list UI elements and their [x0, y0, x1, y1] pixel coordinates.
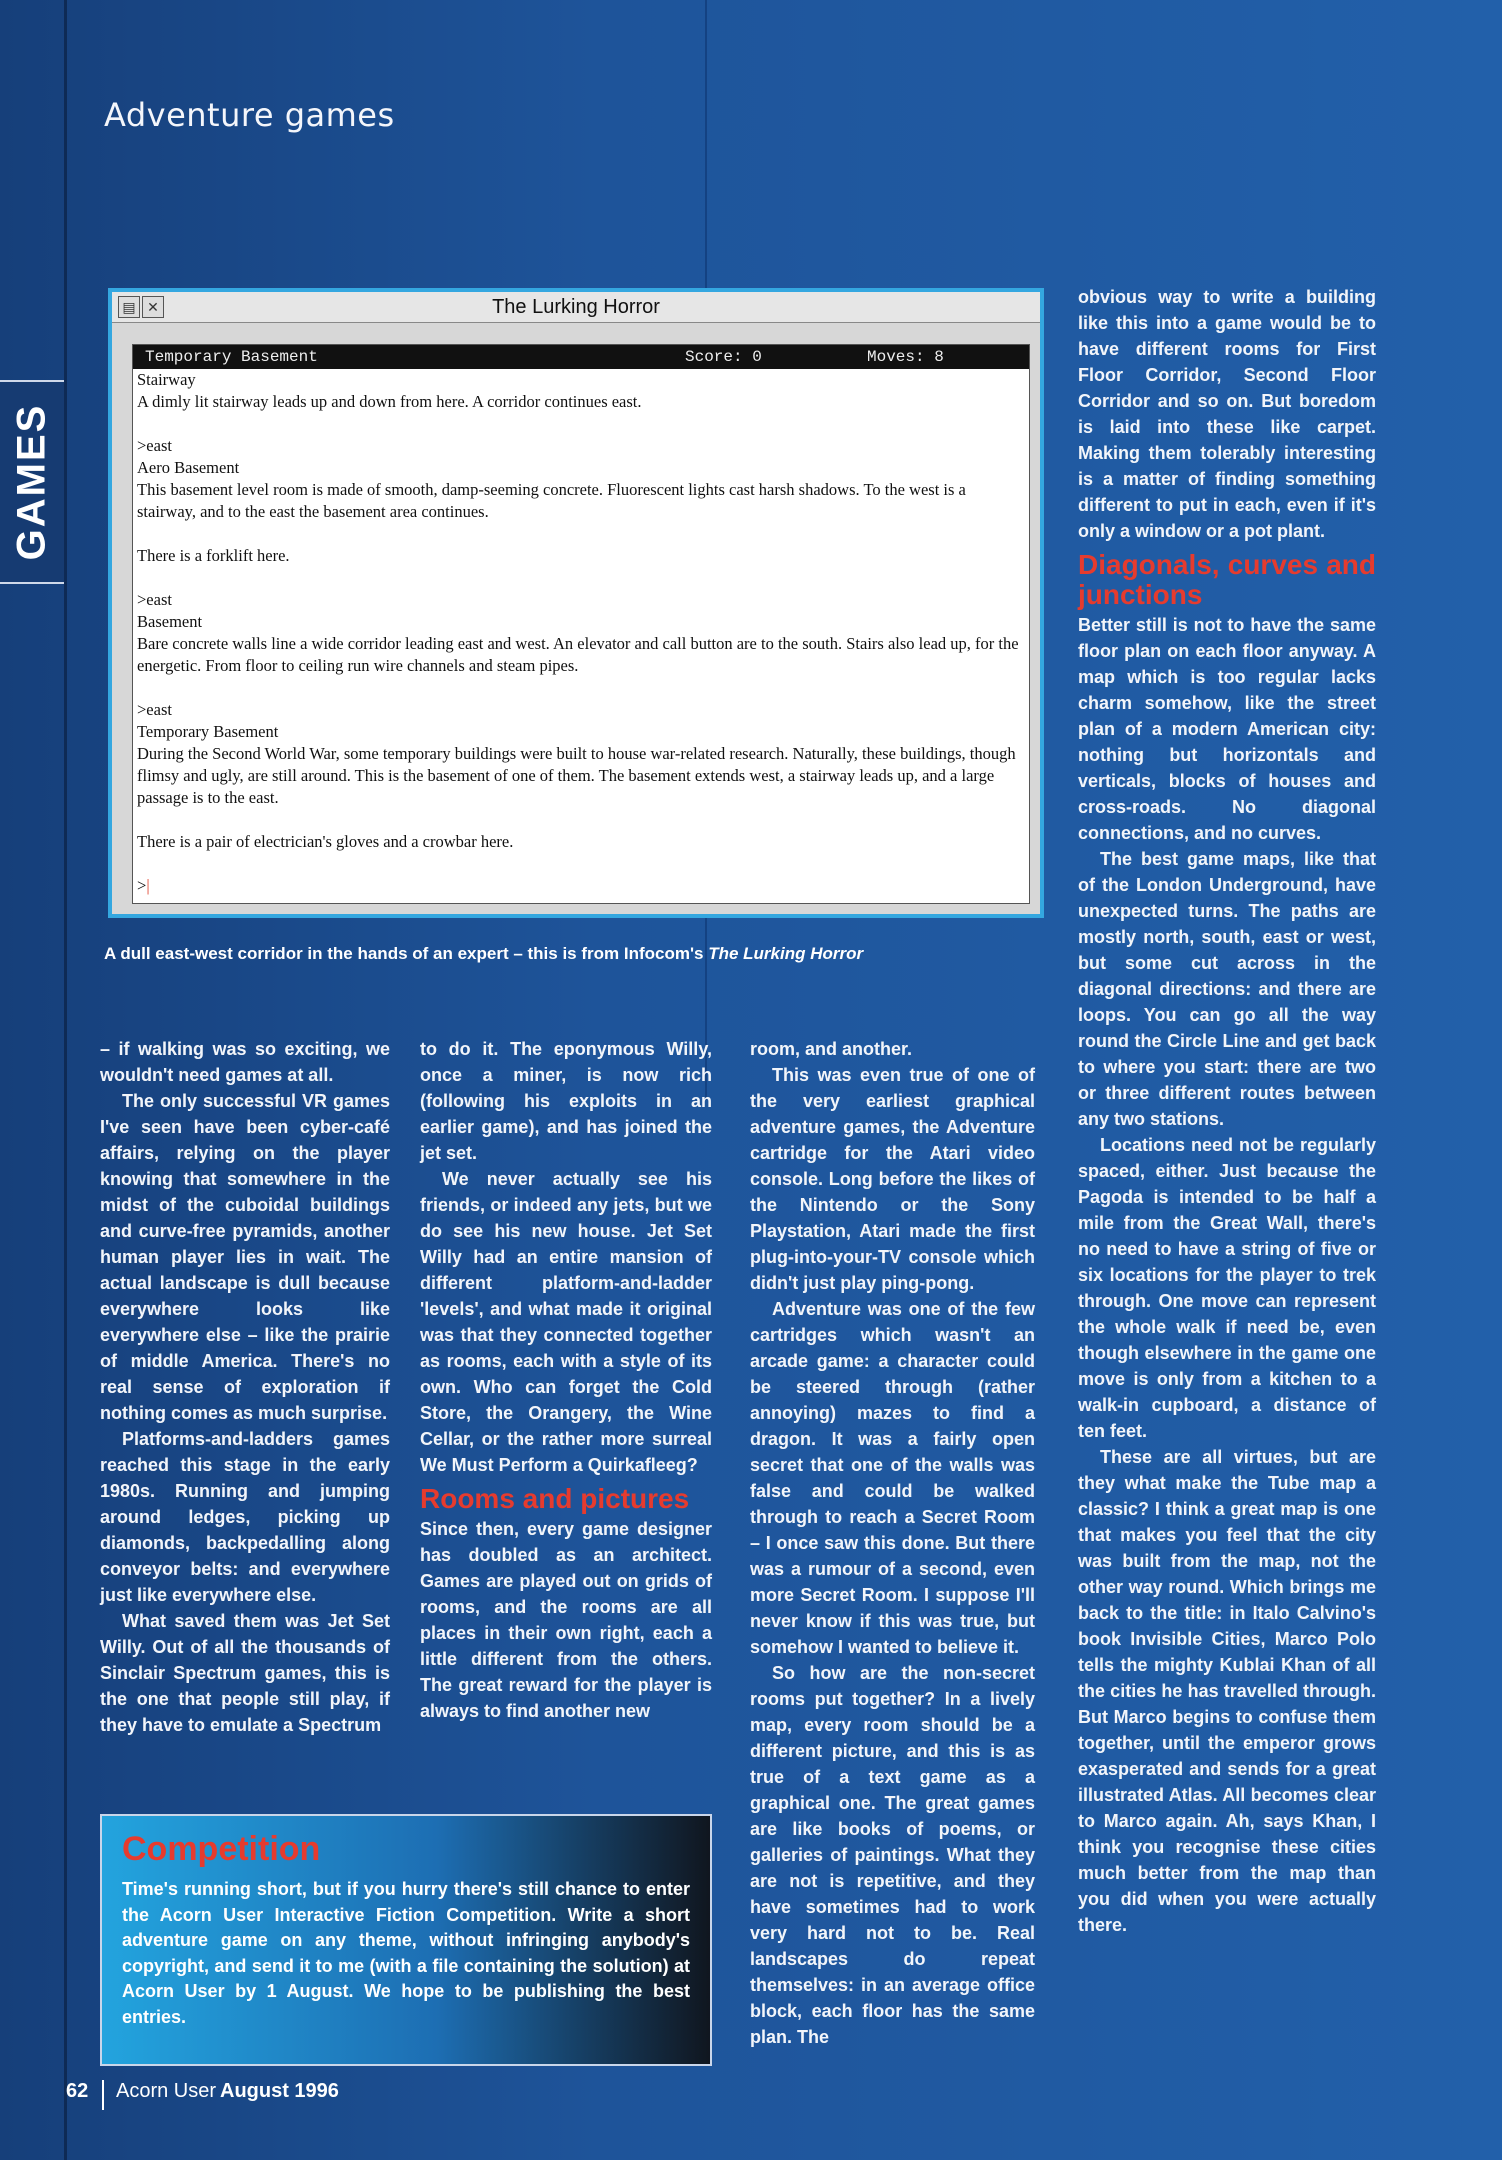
terminal-line: >east: [137, 700, 172, 719]
terminal-prompt[interactable]: [137, 875, 1025, 897]
window-title: The Lurking Horror: [492, 296, 660, 318]
paragraph: obvious way to write a building like this into a game would be to have different rooms for First Floor Corridor, Second Floor Corridor and so on. But boredom is laid into these like carpet. Making them tolerably interesting is a matter of finding something different to put in each, even if it's only a window or a pot plant.: [1078, 287, 1376, 541]
paragraph: – if walking was so exciting, we wouldn't need games at all.: [100, 1039, 390, 1085]
paragraph: Platforms-and-ladders games reached this stage in the early 1980s. Running and jumping around ledges, picking up diamonds, backpedalling along conveyor belts: and everywhere just like everywhere else.: [100, 1429, 390, 1605]
game-window-screenshot: [108, 288, 1044, 918]
paragraph: The only successful VR games I've seen have been cyber-café affairs, relying on the player knowing that somewhere in the midst of the cuboidal buildings and curve-free pyramids, another human player lies in wait. The actual landscape is dull because everywhere looks like everywhere else – like the prairie of middle America. There's no real sense of exploration if nothing comes as much surprise.: [100, 1091, 390, 1423]
subheading-diagonals: Diagonals, curves and junctions: [1078, 549, 1376, 610]
paragraph: Locations need not be regularly spaced, either. Just because the Pagoda is intended to be half a mile from the Great Wall, there's no need to have a string of five or six locations for the player to trek through. One move can represent the whole walk if need be, even though elsewhere in the game one move is only from a kitchen to a walk-in cupboard, a distance of ten feet.: [1078, 1135, 1376, 1441]
terminal-line: Stairway: [137, 370, 196, 389]
paragraph: Adventure was one of the few cartridges which wasn't an arcade game: a character could be steered through (rather annoying) mazes to find a dragon. It was a fairly open secret that one of the walls was false and could be walked through to reach a Secret Room – I once saw this done. But there was a rumour of a second, even more Secret Room. I suppose I'll never know if this was true, but somehow I wanted to believe it.: [750, 1299, 1035, 1657]
terminal-gap: [137, 523, 1025, 545]
competition-box: [100, 1814, 712, 2066]
caption-title: The Lurking Horror: [708, 944, 864, 963]
side-tab-label: GAMES: [9, 403, 54, 561]
subheading-rooms: Rooms and pictures: [420, 1483, 690, 1514]
close-icon: ✕: [142, 296, 164, 318]
publication-name: Acorn User: [116, 2080, 217, 2102]
article-column-4: [1078, 284, 1376, 1938]
terminal-line: >east: [137, 590, 172, 609]
terminal-gap: [137, 567, 1025, 589]
paragraph: So how are the non-secret rooms put together? In a lively map, every room should be a different picture, and this is as true of a text game as a graphical one. The great games are like books of poems, or galleries of paintings. What they are not is repetitive, and they have sometimes had to work very hard not to be. Real landscapes do repeat themselves: in an average office block, each floor has the same plan. The: [750, 1663, 1035, 2047]
paragraph: We never actually see his friends, or indeed any jets, but we do see his new house. Jet Set Willy had an entire mansion of different platform-and-ladder 'levels', and what made it original was that they connected together as rooms, each with a style of its own. Who can forget the Cold Store, the Orangery, the Wine Cellar, or the rather more surreal We Must Perform a Quirkafleeg?: [420, 1169, 712, 1475]
article-column-1: [100, 1036, 390, 1738]
paragraph: The best game maps, like that of the London Underground, have unexpected turns. The paths are mostly north, south, east or west, but some cut across in the diagonal directions: and there are loops. You can go all the way round the Circle Line and get back to where you start: there are two or three different routes between any two stations.: [1078, 849, 1376, 1129]
terminal-line: Bare concrete walls line a wide corridor leading east and west. An elevator and call button are to the south. Stairs also lead up, for the energetic. From floor to ceiling run wire channels and steam pipes.: [137, 634, 1019, 675]
caption-text: A dull east-west corridor in the hands of an expert – this is from Infocom's: [104, 944, 709, 963]
terminal-line: During the Second World War, some temporary buildings were built to house war-related research. Naturally, these buildings, though flimsy and ugly, are still around. This is the basement of one of them. The basement extends west, a stairway leads up, and a large passage is to the east.: [137, 744, 1016, 807]
footer-divider: [102, 2080, 104, 2110]
paragraph: to do it. The eponymous Willy, once a miner, is now rich (following his exploits in an earlier game), and has joined the jet set.: [420, 1039, 712, 1163]
article-column-2: [420, 1036, 712, 1724]
side-tab: [0, 380, 64, 584]
terminal-gap: [137, 413, 1025, 435]
terminal-gap: [137, 809, 1025, 831]
status-line: [133, 345, 1029, 369]
paragraph: This was even true of one of the very earliest graphical adventure games, the Adventure cartridge for the Atari video console. Long before the likes of the Nintendo or the Sony Playstation, Atari made the first plug-into-your-TV console which didn't just play ping-pong.: [750, 1065, 1035, 1293]
left-rule: [64, 0, 67, 2160]
terminal-line: Aero Basement: [137, 458, 240, 477]
terminal-line: There is a pair of electrician's gloves and a crowbar here.: [137, 832, 514, 851]
status-location: Temporary Basement: [145, 348, 318, 366]
terminal-gap: [137, 853, 1025, 875]
terminal-gap: [137, 677, 1025, 699]
paragraph: Better still is not to have the same floor plan on each floor anyway. A map which is too regular lacks charm somehow, like the street plan of a modern American city: nothing but horizontals and verticals, blocks of houses and cross-roads. No diagonal connections, and no curves.: [1078, 615, 1376, 843]
paragraph: Since then, every game designer has doubled as an architect. Games are played out on grids of rooms, and the rooms are all places in their own right, each a little different from the others. The great reward for the player is always to find another new: [420, 1519, 712, 1721]
terminal-area: [132, 344, 1030, 904]
paragraph: room, and another.: [750, 1039, 913, 1059]
terminal-line: >east: [137, 436, 172, 455]
page-number: 62: [66, 2080, 89, 2102]
issue-date: August 1996: [220, 2080, 339, 2102]
terminal-line: A dimly lit stairway leads up and down from here. A corridor continues east.: [137, 392, 642, 411]
status-score: Score: 0: [685, 348, 762, 366]
article-column-3: [750, 1036, 1035, 2050]
terminal-line: Basement: [137, 612, 203, 631]
competition-text: Time's running short, but if you hurry there's still chance to enter the Acorn User Interactive Fiction Competition. Write a short adventure game on any theme, without infringing anybody's copyright, and send it to me (with a file containing the solution) at Acorn User by 1 August. We hope to be publishing the best entries.: [122, 1879, 690, 2027]
section-title: Adventure games: [104, 96, 395, 134]
competition-heading: Competition: [122, 1830, 321, 1868]
status-moves: Moves: 8: [867, 348, 944, 366]
terminal-text: [133, 369, 1029, 897]
terminal-line: There is a forklift here.: [137, 546, 290, 565]
window-title-bar: [112, 292, 1040, 323]
back-icon: ▤: [118, 296, 140, 318]
prompt-symbol: >: [137, 876, 147, 895]
figure-caption: [104, 944, 863, 964]
paragraph: What saved them was Jet Set Willy. Out of all the thousands of Sinclair Spectrum games, this is the one that people still play, if they have to emulate a Spectrum: [100, 1611, 390, 1735]
text-cursor: |: [146, 876, 150, 895]
terminal-line: This basement level room is made of smooth, damp-seeming concrete. Fluorescent lights cast harsh shadows. To the west is a stairway, and to the east the basement area continues.: [137, 480, 966, 521]
paragraph: These are all virtues, but are they what make the Tube map a classic? I think a great map is one that makes you feel that the city was built from the map, not the other way round. Which brings me back to the title: in Italo Calvino's book Invisible Cities, Marco Polo tells the mighty Kublai Khan of all the cities he has travelled through. But Marco begins to confuse them together, until the emperor grows exasperated and sends for a great illustrated Atlas. All becomes clear to Marco again. Ah, says Khan, I think you recognise these cities much better from the map than you did when you were actually there.: [1078, 1447, 1376, 1935]
terminal-line: Temporary Basement: [137, 722, 279, 741]
